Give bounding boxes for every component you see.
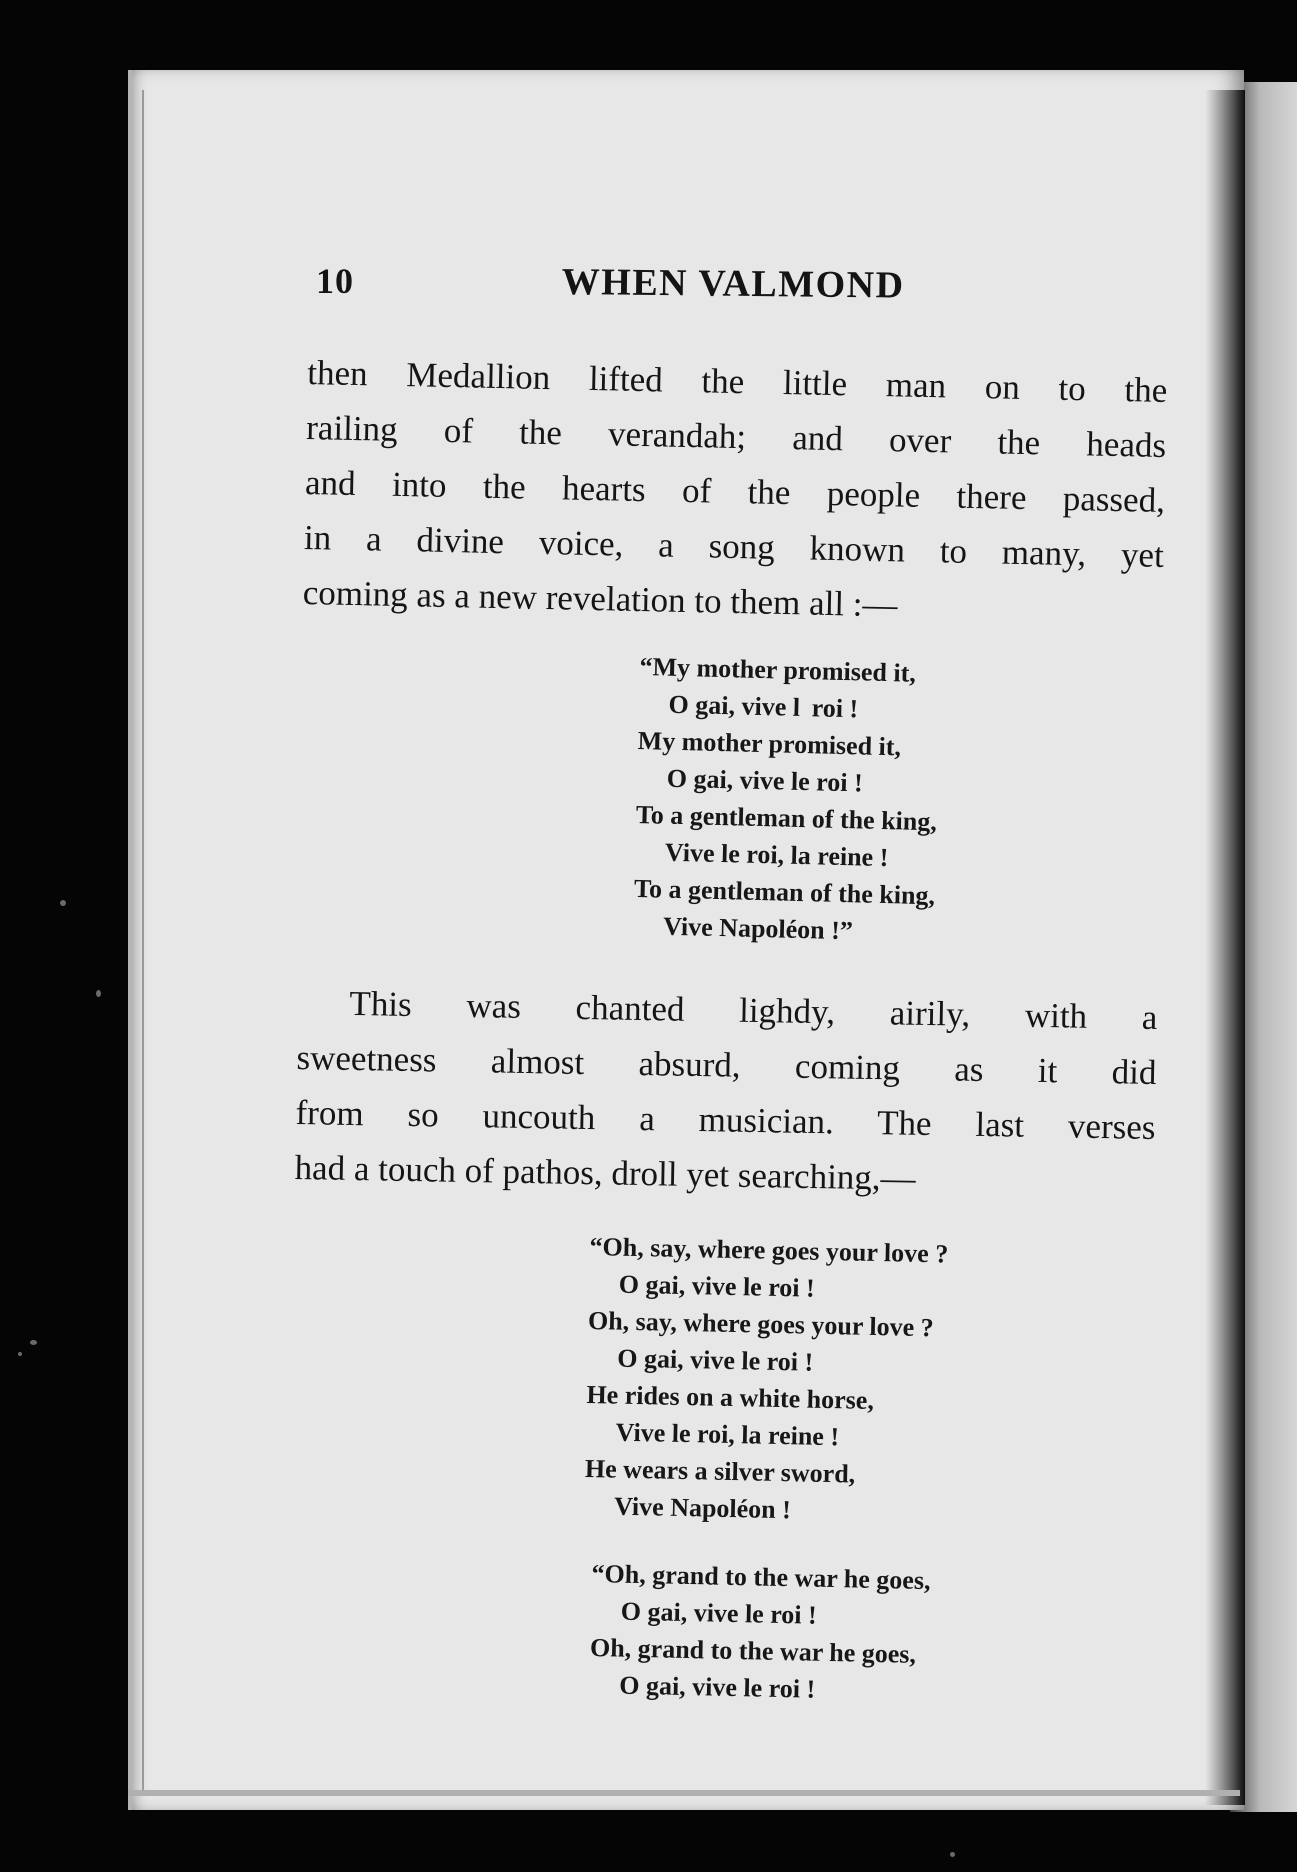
- page-number: 10: [316, 261, 354, 301]
- verse-line: My mother promised it,: [637, 725, 902, 762]
- book-page: [128, 70, 1244, 1810]
- verse-line: O gai, vive le roi !: [616, 1343, 814, 1377]
- verse-line: “My mother promised it,: [639, 651, 917, 688]
- gutter-shadow: [1205, 90, 1245, 1805]
- text-line: had a touch of pathos, droll yet searching,—: [294, 1147, 916, 1198]
- verse-line: “Oh, grand to the war he goes,: [591, 1558, 931, 1596]
- song-verse-3: [589, 1555, 931, 1710]
- verse-line: O gai, vive le roi !: [618, 1269, 816, 1303]
- verse-line: “Oh, say, where goes your love ?: [589, 1231, 949, 1269]
- song-verse-2: [584, 1228, 949, 1531]
- verse-line: Vive le roi, la reine !: [615, 1417, 840, 1452]
- scan-speck: [950, 1852, 955, 1857]
- verse-line: Vive Napoléon !: [613, 1491, 792, 1525]
- verse-line: To a gentleman of the king,: [635, 799, 938, 837]
- paragraph-2: [294, 975, 1158, 1210]
- song-verse-1: [633, 648, 941, 951]
- text-line: railing of the verandah; and over the heads: [305, 407, 1167, 465]
- paragraph-1: [302, 345, 1168, 638]
- scan-speck: [96, 990, 101, 997]
- verse-line: Oh, say, where goes your love ?: [587, 1305, 935, 1343]
- page-edge-line: [142, 90, 144, 1790]
- running-head: [132, 260, 1244, 310]
- verse-line: He wears a silver sword,: [584, 1453, 856, 1489]
- running-title: WHEN VALMOND: [561, 260, 905, 307]
- verse-line: He rides on a white horse,: [586, 1379, 875, 1415]
- verse-line: Vive le roi, la reine !: [664, 837, 889, 873]
- page-bottom-edge: [128, 1790, 1240, 1796]
- text-line: sweetness almost absurd, coming as it did: [296, 1037, 1157, 1092]
- text-line: This was chanted lighdy, airily, with a: [349, 983, 1158, 1038]
- scan-speck: [60, 900, 66, 906]
- text-line: in a divine voice, a song known to many, yet: [303, 517, 1165, 575]
- scan-speck: [30, 1340, 37, 1345]
- verse-line: To a gentleman of the king,: [633, 873, 936, 911]
- verse-line: Oh, grand to the war he goes,: [589, 1632, 917, 1669]
- verse-line: O gai, vive le roi !: [618, 1670, 816, 1704]
- text-line: and into the hearts of the people there passed,: [304, 462, 1166, 520]
- scan-speck: [18, 1352, 22, 1356]
- text-line: coming as a new revelation to them all :—: [302, 572, 898, 625]
- text-line: then Medallion lifted the little man on to the: [307, 352, 1168, 411]
- verse-line: O gai, vive le roi !: [666, 763, 864, 798]
- verse-line: O gai, vive le roi !: [620, 1596, 818, 1630]
- text-line: from so uncouth a musician. The last verses: [295, 1092, 1156, 1147]
- verse-line: Vive Napoléon !”: [662, 911, 854, 946]
- verse-line: O gai, vive l roi !: [668, 689, 859, 724]
